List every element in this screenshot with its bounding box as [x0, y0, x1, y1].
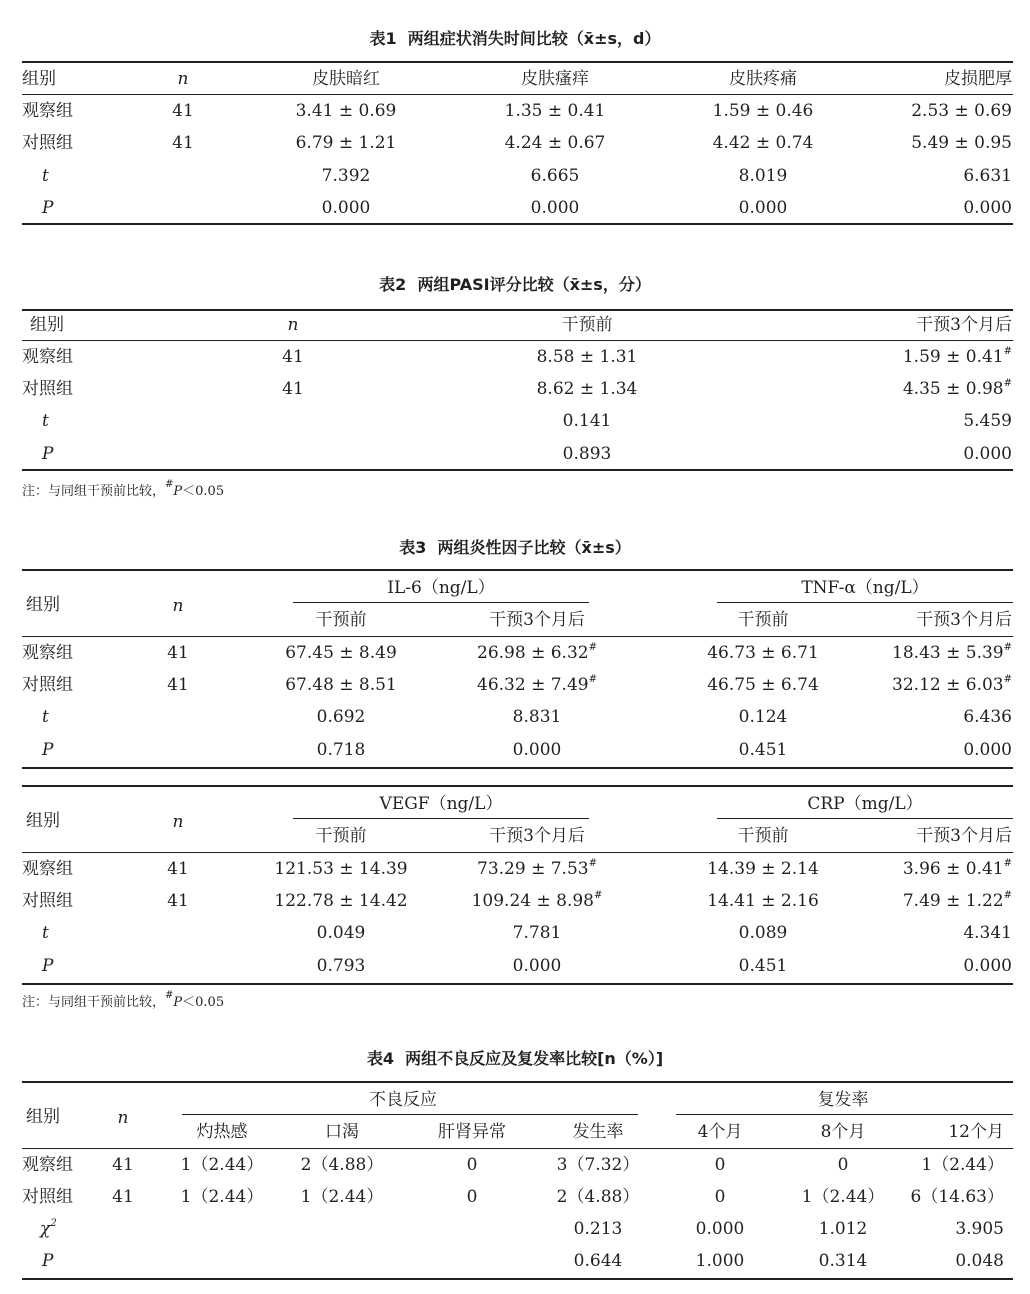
table2-bottom-rule [22, 469, 1013, 471]
table4-span-header: 不良反应 [369, 1090, 437, 1110]
table4-top-rule [22, 1081, 1013, 1083]
row-label: 观察组 [22, 643, 73, 663]
table3-sub-header: 干预3个月后 [916, 610, 1012, 630]
table3-cell: 8.831 [512, 707, 562, 727]
table3-header-rule [22, 852, 1013, 853]
table1-header: 皮肤暗红 [312, 69, 380, 89]
table1-cell: 6.79 ± 1.21 [295, 133, 397, 153]
table3-cell: 14.39 ± 2.14 [707, 859, 819, 879]
table4-cell: 0.000 [695, 1219, 745, 1239]
table2-cell: 0.141 [562, 411, 612, 431]
table3-cell: 73.29 ± 7.53# [477, 858, 597, 879]
table3-span-rule [717, 602, 1013, 603]
table3-cell: 67.45 ± 8.49 [285, 643, 397, 663]
table1-cell: 8.019 [738, 166, 788, 186]
table2-header: 组别 [30, 315, 64, 335]
table3-cell: 26.98 ± 6.32# [477, 642, 597, 663]
table2-cell: 41 [282, 347, 304, 367]
table3-header: n [172, 596, 184, 616]
table4-cell: 2（4.88） [300, 1155, 384, 1175]
row-label: t [42, 707, 49, 727]
table1-cell: 4.42 ± 0.74 [712, 133, 814, 153]
table4-cell: 41 [112, 1187, 134, 1207]
table4-cell: 2（4.88） [556, 1187, 640, 1207]
table3-span-rule [717, 818, 1013, 819]
row-label: P [42, 444, 54, 464]
table3-note: 注：与同组干预前比较，#P＜0.05 [22, 990, 225, 1010]
table3-cell: 3.96 ± 0.41# [902, 858, 1012, 879]
table3-cell: 0.089 [738, 923, 788, 943]
table3-header: 组别 [26, 811, 60, 831]
table4-cell: 0.048 [955, 1251, 1004, 1271]
table3-sub-header: 干预3个月后 [489, 826, 585, 846]
table1-caption: 表1 两组症状消失时间比较（x̄±s，d） [369, 29, 661, 48]
table1-cell: 7.392 [321, 166, 371, 186]
table3-cell: 41 [167, 675, 189, 695]
table3-sub-header: 干预前 [315, 826, 367, 846]
table4-caption: 表4 两组不良反应及复发率比较[n（%）] [366, 1049, 664, 1068]
table3-cell: 0.000 [512, 956, 562, 976]
table4-cell: 1（2.44） [180, 1187, 264, 1207]
table3-header: n [172, 812, 184, 832]
table4-cell: 1（2.44） [300, 1187, 384, 1207]
row-label: 观察组 [22, 1155, 73, 1175]
table2-header: 干预3个月后 [916, 315, 1012, 335]
table3-cell: 0.718 [316, 740, 366, 760]
table4-header: n [117, 1108, 129, 1128]
table4-cell: 1.012 [818, 1219, 868, 1239]
table1-header-rule [22, 94, 1013, 95]
row-label: $\chi^2$ [40, 1218, 57, 1239]
table3-sub-header: 干预前 [737, 610, 789, 630]
table3-cell: 7.781 [512, 923, 562, 943]
table4-cell: 41 [112, 1155, 134, 1175]
table3-caption: 表3 两组炎性因子比较（x̄±s） [399, 538, 631, 557]
table2-cell: 0.000 [963, 444, 1012, 464]
table4-cell: 0.213 [573, 1219, 623, 1239]
table1-cell: 41 [172, 133, 194, 153]
table3-cell: 0.451 [738, 740, 788, 760]
table4-cell: 0 [837, 1155, 849, 1175]
table3-cell: 0.000 [512, 740, 562, 760]
table3-cell: 0.000 [963, 956, 1012, 976]
row-label: 观察组 [22, 101, 73, 121]
table3-header: 组别 [26, 595, 60, 615]
table1-cell: 0.000 [738, 198, 788, 218]
table3-cell: 122.78 ± 14.42 [274, 891, 408, 911]
table3-span-header: CRP（mg/L） [807, 794, 923, 814]
table4-cell: 0 [714, 1187, 726, 1207]
table4-bottom-rule [22, 1278, 1013, 1280]
table4-sub-header: 口渴 [325, 1122, 359, 1142]
table3-header-rule [22, 636, 1013, 637]
table4-span-header: 复发率 [817, 1090, 869, 1110]
row-label: P [42, 1251, 54, 1271]
row-label: 对照组 [22, 891, 73, 911]
table1-header: 皮肤疼痛 [729, 69, 797, 89]
table2-cell: 4.35 ± 0.98# [902, 378, 1012, 399]
table3-cell: 0.124 [738, 707, 788, 727]
table3-sub-header: 干预3个月后 [916, 826, 1012, 846]
table3-cell: 41 [167, 859, 189, 879]
table4-sub-header: 发生率 [572, 1122, 624, 1142]
table3-cell: 41 [167, 891, 189, 911]
table1-bottom-rule [22, 223, 1013, 225]
table1-header: 皮肤瘙痒 [521, 69, 589, 89]
table1-cell: 6.631 [963, 166, 1012, 186]
table3-part2-top-rule [22, 785, 1013, 787]
table4-cell: 3.905 [955, 1219, 1004, 1239]
row-label: 对照组 [22, 1187, 73, 1207]
table3-cell: 18.43 ± 5.39# [892, 642, 1012, 663]
table2-note: 注：与同组干预前比较，#P＜0.05 [22, 479, 225, 499]
table4-sub-header: 肝肾异常 [438, 1122, 506, 1142]
table3-span-rule [293, 818, 589, 819]
table3-cell: 4.341 [963, 923, 1012, 943]
table3-sub-header: 干预3个月后 [489, 610, 585, 630]
table3-cell: 0.000 [963, 740, 1012, 760]
table3-span-header: VEGF（ng/L） [379, 794, 503, 814]
table3-span-rule [293, 602, 589, 603]
table3-span-header: IL-6（ng/L） [387, 578, 495, 598]
table2-top-rule [22, 309, 1013, 311]
table1-cell: 2.53 ± 0.69 [911, 101, 1012, 121]
table1-cell: 0.000 [530, 198, 580, 218]
row-label: 对照组 [22, 379, 73, 399]
table1-cell: 0.000 [321, 198, 371, 218]
table1-top-rule [22, 61, 1013, 63]
table2-cell: 1.59 ± 0.41# [902, 346, 1012, 367]
table3-cell: 0.451 [738, 956, 788, 976]
table1-cell: 4.24 ± 0.67 [504, 133, 606, 153]
table2-cell: 8.58 ± 1.31 [536, 347, 638, 367]
table2-cell: 8.62 ± 1.34 [536, 379, 638, 399]
table1-header: 皮损肥厚 [944, 69, 1012, 89]
row-label: 对照组 [22, 675, 73, 695]
table2-caption: 表2 两组PASI评分比较（x̄±s，分） [379, 275, 651, 294]
table3-sub-header: 干预前 [737, 826, 789, 846]
row-label: t [42, 923, 49, 943]
table4-cell: 0.644 [573, 1251, 623, 1271]
table4-cell: 0 [466, 1155, 478, 1175]
row-label: t [42, 166, 49, 186]
table4-sub-header: 8个月 [820, 1122, 866, 1142]
table3-cell: 46.32 ± 7.49# [477, 674, 597, 695]
table3-part1-top-rule [22, 569, 1013, 571]
table4-cell: 1（2.44） [921, 1155, 1004, 1175]
table4-header-rule [22, 1148, 1013, 1149]
table3-part1-bottom-rule [22, 767, 1013, 769]
table4-sub-header: 12个月 [948, 1122, 1004, 1142]
table4-cell: 6（14.63） [910, 1187, 1004, 1207]
table1-header: 组别 [22, 69, 56, 89]
table4-cell: 1.000 [695, 1251, 745, 1271]
table3-sub-header: 干预前 [315, 610, 367, 630]
table4-header: 组别 [26, 1107, 60, 1127]
table3-cell: 6.436 [963, 707, 1012, 727]
table3-cell: 46.75 ± 6.74 [707, 675, 819, 695]
table3-part2-bottom-rule [22, 983, 1013, 985]
table3-cell: 0.049 [316, 923, 366, 943]
table1-cell: 1.59 ± 0.46 [712, 101, 814, 121]
table4-cell: 3（7.32） [556, 1155, 640, 1175]
row-label: P [42, 740, 54, 760]
table1-cell: 5.49 ± 0.95 [911, 133, 1012, 153]
table2-cell: 0.893 [562, 444, 612, 464]
table3-cell: 109.24 ± 8.98# [471, 890, 603, 911]
row-label: 观察组 [22, 859, 73, 879]
table3-cell: 67.48 ± 8.51 [285, 675, 397, 695]
table3-cell: 0.793 [316, 956, 366, 976]
table3-cell: 41 [167, 643, 189, 663]
table1-cell: 1.35 ± 0.41 [504, 101, 606, 121]
table4-cell: 0 [714, 1155, 726, 1175]
table4-cell: 1（2.44） [180, 1155, 264, 1175]
table2-cell: 5.459 [963, 411, 1012, 431]
table3-span-header: TNF-α（ng/L） [801, 578, 929, 598]
table4-span-rule [676, 1114, 1013, 1115]
row-label: 观察组 [22, 347, 73, 367]
row-label: P [42, 198, 54, 218]
table3-cell: 46.73 ± 6.71 [707, 643, 819, 663]
table2-header-rule [22, 340, 1013, 341]
row-label: 对照组 [22, 133, 73, 153]
table1-cell: 41 [172, 101, 194, 121]
table2-header: n [287, 315, 299, 335]
row-label: t [42, 411, 49, 431]
table4-cell: 0.314 [818, 1251, 868, 1271]
table2-cell: 41 [282, 379, 304, 399]
table4-sub-header: 灼热感 [196, 1122, 248, 1142]
table3-cell: 0.692 [316, 707, 366, 727]
table4-cell: 0 [466, 1187, 478, 1207]
row-label: P [42, 956, 54, 976]
table3-cell: 32.12 ± 6.03# [892, 674, 1012, 695]
table1-cell: 0.000 [963, 198, 1012, 218]
table1-cell: 3.41 ± 0.69 [295, 101, 397, 121]
table3-cell: 121.53 ± 14.39 [274, 859, 408, 879]
table4-sub-header: 4个月 [697, 1122, 743, 1142]
table4-span-rule [182, 1114, 638, 1115]
table3-cell: 14.41 ± 2.16 [707, 891, 819, 911]
table2-header: 干预前 [561, 315, 613, 335]
table3-cell: 7.49 ± 1.22# [902, 890, 1012, 911]
table1-cell: 6.665 [530, 166, 580, 186]
table1-header: n [177, 69, 189, 89]
table4-cell: 1（2.44） [801, 1187, 885, 1207]
